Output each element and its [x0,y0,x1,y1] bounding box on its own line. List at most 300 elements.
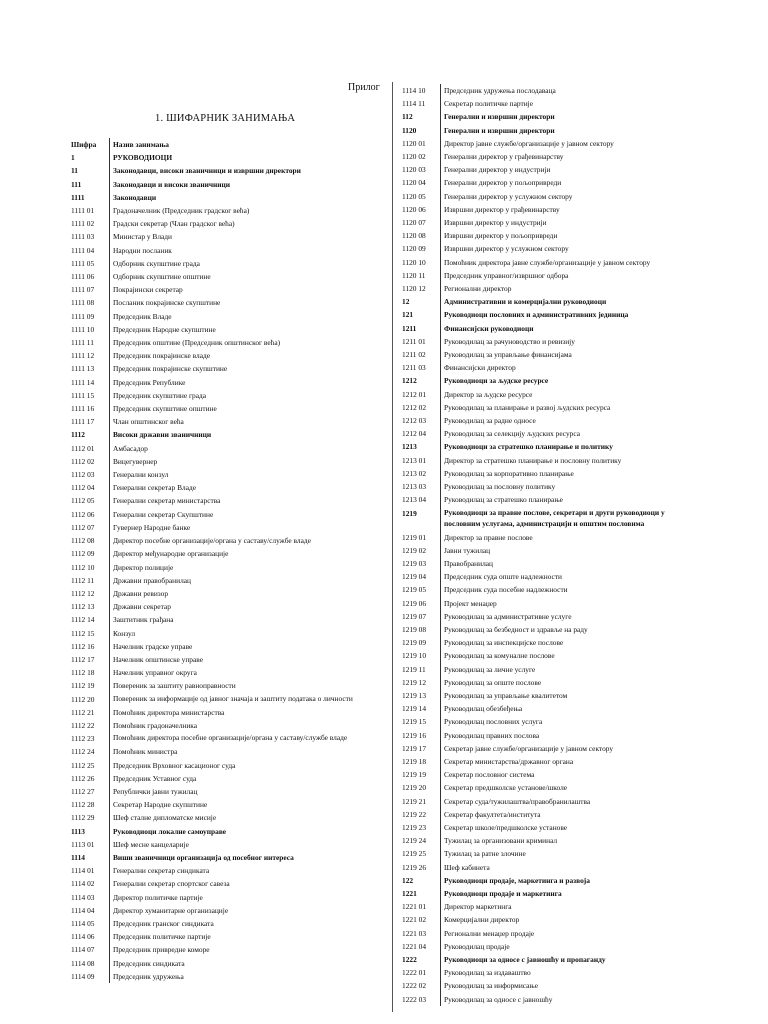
occupation-code: 1219 01 [402,532,427,542]
occupation-name: Републички јавни тужилац [109,785,369,798]
table-row [402,755,702,768]
occupation-name: Председник Врховног касационог суда [109,759,369,772]
right-rows [402,84,702,1006]
occupation-name: Генерални директор у грађевинарству [440,150,702,163]
table-header [71,138,369,151]
occupation-code: 1219 09 [402,638,427,648]
occupation-code: 1213 03 [402,482,427,492]
table-row [402,768,702,781]
occupation-name: Руководилац за управљање квалитетом [440,689,702,702]
table-row [402,190,702,203]
occupation-code: 1120 11 [402,270,426,280]
table-row [402,467,702,480]
occupation-code: 1219 22 [402,809,427,819]
occupation-code: 121 [402,310,414,320]
occupation-code: 1212 [402,376,417,386]
occupation-code: 1219 19 [402,770,427,780]
table-row [402,480,702,493]
occupation-name: Гувернер Народне банке [109,521,369,534]
table-row [402,636,702,649]
occupation-name: Секретар школе/предшколске установе [440,821,702,834]
occupation-code: 1114 10 [402,86,426,95]
occupation-name: Председник гранског синдиката [109,917,369,930]
occupation-name: Руководиоци за стратешко планирање и политику [440,440,702,453]
table-row [402,834,702,847]
table-row [402,282,702,295]
occupation-code: 1211 02 [402,350,426,360]
occupation-code: 1113 01 [71,839,95,849]
occupation-name: Одборник скупштине града [109,257,369,270]
occupation-code: 1111 06 [71,272,95,282]
occupation-name: Секретар Народне скупштине [109,798,369,811]
table-row [71,164,369,177]
occupation-code: 1120 12 [402,284,426,294]
occupation-code: 1120 09 [402,244,426,254]
occupation-name: Секретар политичке партије [440,97,702,110]
table-row [402,676,702,689]
occupation-code: 1113 [71,826,85,836]
occupation-name: Законодавци и високи званичници [109,178,369,191]
occupation-name: Помоћник министра [109,745,369,758]
table-row [71,851,369,864]
table-row [402,229,702,242]
table-row [402,953,702,966]
table-row [402,388,702,401]
occupation-name: Руководилац за безбедност и здравље на раду [440,623,702,636]
occupation-code: 1219 16 [402,730,427,740]
occupation-name: Председник скупштине општине [109,402,369,415]
occupation-name: Извршни директор у пољопривреди [440,229,702,242]
table-row [71,693,369,706]
table-row [402,610,702,623]
occupation-name: Руководиоци за људске ресурсе [440,374,702,387]
table-row [402,150,702,163]
occupation-code: 1212 03 [402,416,427,426]
occupation-name: Народни посланик [109,244,369,257]
occupation-code: 1219 12 [402,677,427,687]
table-row [71,376,369,389]
occupation-name: Шеф кабинета [440,861,702,874]
table-row [402,927,702,940]
occupation-name: Председник синдиката [109,957,369,970]
occupation-code: 1111 01 [71,206,95,216]
occupation-code: 1112 21 [71,707,95,717]
right-column [402,84,702,1006]
occupation-name: Руководилац за административне услуге [440,610,702,623]
name-column-header: Назив занимања [109,138,369,151]
table-row [402,689,702,702]
occupation-name: Председник управног/извршног одбора [440,269,702,282]
occupation-code: 1219 02 [402,545,427,555]
table-row [402,454,702,467]
occupation-code: 1112 26 [71,773,95,783]
table-row [402,137,702,150]
occupation-name: Председник политичке партије [109,930,369,943]
table-row [402,242,702,255]
occupation-name: Руководиоци локалне самоуправе [109,825,369,838]
table-row [71,613,369,626]
occupation-code: 1111 04 [71,245,95,255]
table-row [71,930,369,943]
occupation-name: Председник Уставног суда [109,772,369,785]
occupation-code: 1120 07 [402,218,426,228]
table-row [71,957,369,970]
occupation-name: Руководиоци продаје и маркетинга [440,887,702,900]
occupation-code: 1114 09 [71,971,95,981]
occupation-code: 1112 24 [71,747,95,757]
table-row [402,570,702,583]
occupation-name: Директор посебне организације/органа у саставу/службе владе [109,534,369,547]
occupation-name: Члан општинског већа [109,415,369,428]
occupation-name: Регионални менаџер продаје [440,927,702,940]
occupation-code: 1219 23 [402,822,427,832]
table-row [402,913,702,926]
occupation-code: 1219 18 [402,756,427,766]
occupation-code: 1219 17 [402,743,427,753]
occupation-name: Правобранилац [440,557,702,570]
occupation-name: Генерални секретар министарства [109,494,369,507]
table-row [71,468,369,481]
occupation-code: 1219 20 [402,783,427,793]
table-row [71,349,369,362]
code-column-header: Шифра [71,140,97,149]
occupation-code: 1114 02 [71,879,95,889]
table-row [402,887,702,900]
occupation-code: 1221 01 [402,902,427,912]
table-row [402,993,702,1006]
occupation-code: 1 [71,153,75,163]
occupation-code: 1112 11 [71,575,95,585]
occupation-name: Руководилац за опште послове [440,676,702,689]
table-row [71,296,369,309]
occupation-name: Руководилац за рачуноводство и ревизију [440,335,702,348]
table-row [71,732,369,745]
occupation-code: 1114 05 [71,918,95,928]
occupation-code: 1114 04 [71,905,95,915]
occupation-code: 1112 09 [71,549,95,559]
table-row [71,943,369,956]
occupation-name: Генерални конзул [109,468,369,481]
occupation-code: 1219 08 [402,624,427,634]
table-row [402,348,702,361]
occupation-name: Заштитник грађана [109,613,369,626]
occupation-name: Руководилац пословних услуга [440,715,702,728]
occupation-code: 1213 02 [402,468,427,478]
table-row [71,244,369,257]
table-row [71,283,369,296]
table-row [71,785,369,798]
occupation-name: Руководилац за управљање финансијама [440,348,702,361]
occupation-name: Руководилац за планирање и развој људских ресурса [440,401,702,414]
table-row [402,649,702,662]
table-row [71,759,369,772]
left-rows [71,151,369,983]
occupation-code: 1111 05 [71,258,95,268]
table-row [71,323,369,336]
occupation-code: 11 [71,166,78,176]
table-row [402,493,702,506]
occupation-code: 1222 02 [402,981,427,991]
table-row [71,521,369,534]
occupation-code: 1222 01 [402,968,427,978]
table-row [402,847,702,860]
occupation-name: Извршни директор у индустрији [440,216,702,229]
occupation-name: Руководиоци за правне послове, секретари и други руководиоци у пословним услугама, администрацији и општим пословима [440,507,702,531]
occupation-code: 1212 04 [402,429,427,439]
table-row [71,415,369,428]
occupation-name: Амбасадор [109,442,369,455]
occupation-code: 1112 14 [71,615,95,625]
table-row [71,494,369,507]
occupation-code: 1120 01 [402,138,426,148]
occupation-code: 1120 03 [402,165,426,175]
table-row [402,335,702,348]
table-row [71,217,369,230]
left-column [71,138,369,983]
table-row [402,216,702,229]
table-row [71,362,369,375]
table-row [402,163,702,176]
occupation-name: Руководилац за инспекцијске послове [440,636,702,649]
occupation-name: Руководиоци пословних и административних јединица [440,308,702,321]
occupation-name: Председник Републике [109,376,369,389]
occupation-code: 1219 04 [402,572,427,582]
occupation-code: 1120 05 [402,191,426,201]
occupation-code: 1219 11 [402,664,426,674]
occupation-name: Председник привредне коморе [109,943,369,956]
occupation-name: Секретар јавне службе/организације у јавном сектору [440,742,702,755]
table-row [402,900,702,913]
occupation-name: Секретар министарства/државног органа [440,755,702,768]
occupation-name: Председник покрајинске скупштине [109,362,369,375]
occupation-code: 1211 01 [402,336,426,346]
occupation-code: 1114 01 [71,866,95,876]
occupation-name: Секретар суда/тужилаштва/правобранилаштва [440,795,702,808]
table-row [71,270,369,283]
occupation-name: Помоћник градоначелника [109,719,369,732]
occupation-name: Повереник за информације од јавног значаја и заштиту података о личности [109,693,369,706]
occupation-name: Генерални секретар Владе [109,481,369,494]
occupation-code: 1112 10 [71,562,95,572]
table-row [71,336,369,349]
occupation-code: 1111 16 [71,404,95,414]
table-row [402,507,702,531]
attachment-label: Прилог [348,82,380,93]
occupation-code: 1112 [71,430,85,440]
occupation-name: Директор за правне послове [440,531,702,544]
occupation-code: 1112 02 [71,456,95,466]
occupation-name: Руководилац за личне услуге [440,663,702,676]
occupation-code: 1112 08 [71,536,95,546]
occupation-name: Генерални директор у индустрији [440,163,702,176]
occupation-code: 1120 06 [402,204,426,214]
occupation-name: Вицегувернер [109,455,369,468]
occupation-name: Руководилац правних послова [440,729,702,742]
table-row [402,715,702,728]
occupation-code: 1212 01 [402,389,427,399]
table-row [71,547,369,560]
occupation-name: Тужилац за организовани криминал [440,834,702,847]
occupation-code: 1112 23 [71,734,95,744]
occupation-code: 1222 [402,955,417,964]
table-row [71,864,369,877]
occupation-name: Посланик покрајинске скупштине [109,296,369,309]
occupation-code: 1111 10 [71,324,95,334]
table-row [402,583,702,596]
table-row [402,295,702,308]
table-row [402,808,702,821]
occupation-code: 1219 07 [402,611,427,621]
occupation-name: Генерални секретар Скупштине [109,508,369,521]
occupation-code: 1120 08 [402,231,426,241]
table-row [71,627,369,640]
table-row [71,534,369,547]
occupation-code: 1112 22 [71,720,95,730]
occupation-name: Генерални секретар синдиката [109,864,369,877]
occupation-code: 1219 13 [402,690,427,700]
table-row [402,440,702,453]
occupation-code: 1221 [402,888,417,898]
occupation-code: 122 [402,875,414,885]
occupation-code: 1111 07 [71,285,95,295]
table-row [402,781,702,794]
occupation-code: 111 [71,179,82,189]
table-row [402,308,702,321]
occupation-code: 1213 [402,442,417,452]
table-row [71,706,369,719]
table-row [402,861,702,874]
occupation-name: Високи државни званичници [109,428,369,441]
occupation-code: 1219 26 [402,862,427,872]
table-row [402,414,702,427]
table-row [402,124,702,137]
occupation-name: Извршни директор у услужном сектору [440,242,702,255]
table-row [402,374,702,387]
occupation-name: Руководилац за комуналне послове [440,649,702,662]
table-row [402,427,702,440]
table-row [71,508,369,521]
occupation-name: Секретар пословног система [440,768,702,781]
occupation-name: Помоћник директора јавне службе/организације у јавном сектору [440,256,702,269]
occupation-code: 1112 18 [71,668,95,678]
occupation-code: 1114 08 [71,958,95,968]
table-row [71,230,369,243]
occupation-name: Одборник скупштине општине [109,270,369,283]
table-row [402,544,702,557]
occupation-name: Генерални директор у пољопривреди [440,176,702,189]
table-row [71,666,369,679]
document-title: 1. ШИФАРНИК ЗАНИМАЊА [155,113,296,124]
occupation-code: 1112 20 [71,694,95,704]
occupation-name: Државни ревизор [109,587,369,600]
occupation-code: 1112 19 [71,681,95,691]
occupation-name: Директор међународне организације [109,547,369,560]
occupation-name: Шеф месне канцеларије [109,838,369,851]
occupation-name: Руководилац за односе с јавношћу [440,993,702,1006]
table-row [71,970,369,983]
occupation-name: Руководиоци продаје, маркетинга и развоја [440,874,702,887]
occupation-name: Секретар факултета/института [440,808,702,821]
table-row [402,557,702,570]
occupation-name: Генерални и извршни директори [440,124,702,137]
occupation-name: Руководилац за пословну политику [440,480,702,493]
occupation-name: Директор јавне службе/организације у јавном сектору [440,137,702,150]
occupation-name: Пројект менаџер [440,597,702,610]
table-row [71,798,369,811]
table-row [402,795,702,808]
occupation-code: 1111 03 [71,232,95,242]
table-row [71,640,369,653]
occupation-name: Шеф сталне дипломатске мисије [109,811,369,824]
column-divider [392,82,393,1012]
occupation-code: 1112 05 [71,496,95,506]
table-row [71,653,369,666]
occupation-name: Начелник управног округа [109,666,369,679]
table-row [402,256,702,269]
occupation-code: 1112 06 [71,509,95,519]
occupation-code: 1114 06 [71,932,95,942]
occupation-name: Начелник градске управе [109,640,369,653]
occupation-code: 1219 15 [402,717,427,727]
occupation-code: 1112 25 [71,760,95,770]
occupation-name: Руководилац за корпоративно планирање [440,467,702,480]
table-row [71,402,369,415]
occupation-code: 1212 02 [402,402,427,412]
occupation-name: Руководилац за селекцију људских ресурса [440,427,702,440]
occupation-code: 1112 15 [71,628,95,638]
table-row [71,904,369,917]
table-row [71,600,369,613]
occupation-code: 1111 14 [71,377,95,387]
occupation-name: Генерални директор у услужном сектору [440,190,702,203]
occupation-code: 1219 10 [402,651,427,661]
occupation-name: Председник удружења [109,970,369,983]
table-row [71,838,369,851]
table-row [71,811,369,824]
occupation-code: 1114 03 [71,892,95,902]
table-row [71,574,369,587]
occupation-code: 1112 28 [71,800,95,810]
occupation-name: Директор полиције [109,561,369,574]
table-row [402,729,702,742]
table-row [402,176,702,189]
table-row [71,679,369,692]
occupation-name: Градоначелник (Председник градског већа) [109,204,369,217]
table-row [402,663,702,676]
occupation-name: Државни правобранилац [109,574,369,587]
occupation-code: 1111 [71,192,85,202]
occupation-name: Председник суда опште надлежности [440,570,702,583]
occupation-code: 1111 02 [71,219,95,229]
table-row [402,531,702,544]
table-row [402,110,702,123]
table-row [71,587,369,600]
occupation-name: Извршни директор у грађевинарству [440,203,702,216]
occupation-code: 1219 24 [402,836,427,846]
occupation-code: 1120 04 [402,178,426,188]
occupation-name: Директор политичке партије [109,891,369,904]
table-row [71,719,369,732]
table-row [71,191,369,204]
table-row [402,269,702,282]
occupation-name: Председник суда посебне надлежности [440,583,702,596]
occupation-name: Председник Владе [109,310,369,323]
occupation-name: Директор маркетинга [440,900,702,913]
occupation-code: 1221 03 [402,928,427,938]
occupation-name: Јавни тужилац [440,544,702,557]
occupation-name: Руководилац обезбеђења [440,702,702,715]
occupation-code: 1111 15 [71,390,95,400]
